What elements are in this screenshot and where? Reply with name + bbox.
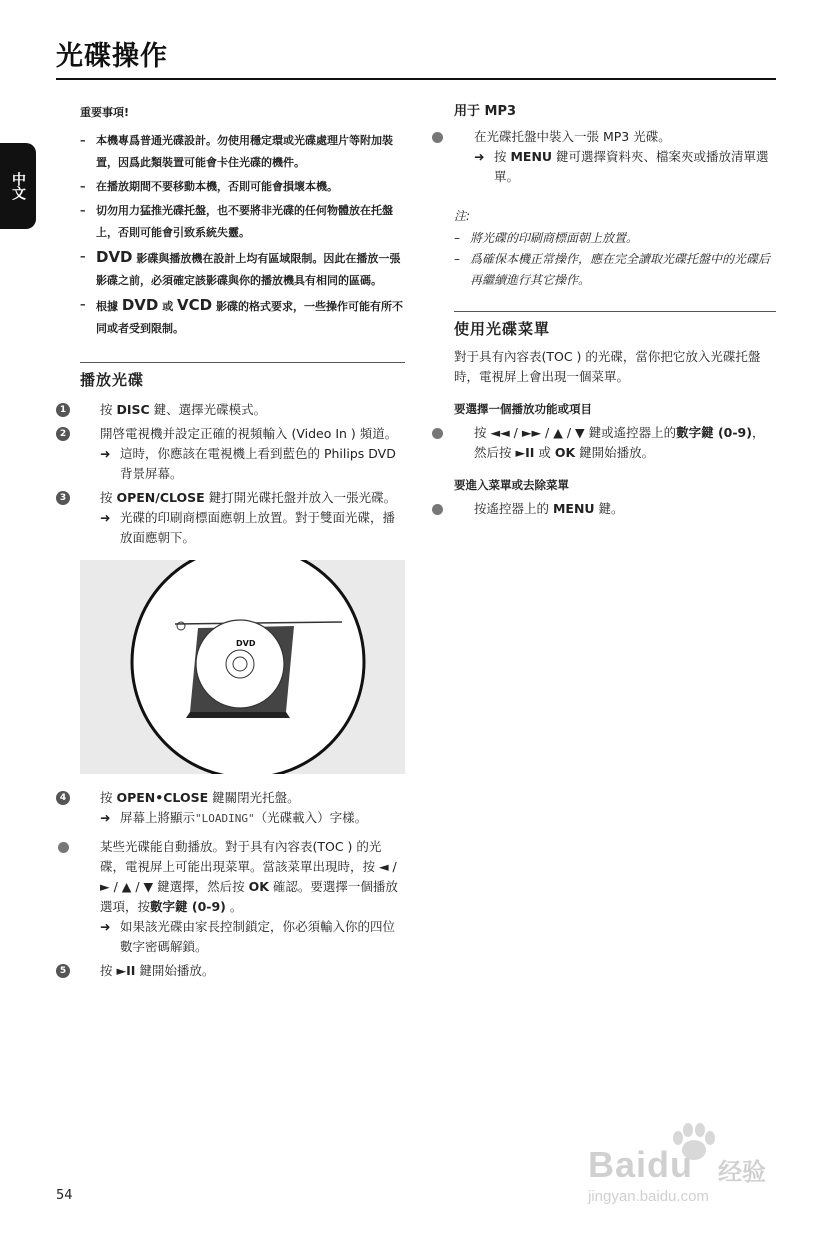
menu-section-heading: 使用光碟菜單: [454, 311, 776, 339]
step-5: 5 按 ►II 鍵開始播放。: [80, 961, 405, 981]
watermark-brand-cn: 经验: [718, 1158, 766, 1186]
left-column: [59, 100, 405, 985]
bullet-dot: [58, 842, 69, 853]
watermark-brand: Baidu: [588, 1144, 694, 1185]
note-item: – 爲確保本機正常操作，應在完全讀取光碟托盤中的光碟后再繼續進行其它操作。: [454, 252, 771, 287]
important-item: – 本機專爲普通光碟設計。勿使用穩定環或光碟處理片等附加裝置，因爲此類裝置可能會卡住光碟的機件。: [80, 134, 393, 169]
important-item: – 根據 DVD 或 VCD 影碟的格式要求，一些操作可能有所不同或者受到限制。: [80, 296, 403, 335]
menu-sub-heading-toggle: 要進入菜單或去除菜單: [454, 478, 569, 492]
arrow-icon: ➜: [100, 510, 111, 525]
page-number: 54: [56, 1188, 73, 1203]
important-item: – 切勿用力猛推光碟托盤，也不要將非光碟的任何物體放在托盤上，否則可能會引致系統失靈。: [80, 204, 393, 239]
disc-logo: DVD: [236, 639, 256, 648]
step-number: 1: [56, 403, 70, 417]
menu-intro: 對于具有內容表(TOC ) 的光碟，當你把它放入光碟托盤時，電視屏上會出現一個菜單。: [454, 349, 761, 384]
step-number: 3: [56, 491, 70, 505]
menu-toggle-step: 按遙控器上的 MENU 鍵。: [454, 499, 776, 519]
title-rule: [56, 78, 776, 80]
bullet-dot: [432, 132, 443, 143]
disc-tray-illustration: [80, 560, 405, 774]
important-item: – DVD 影碟與播放機在設計上均有區域限制。因此在播放一張影碟之前，必須確定該影碟與你的播放機具有相同的區碼。: [80, 248, 401, 287]
page-title: 光碟操作: [56, 41, 168, 72]
step-number: 2: [56, 427, 70, 441]
arrow-icon: ➜: [100, 446, 111, 461]
step-number: 5: [56, 964, 70, 978]
arrow-icon: ➜: [100, 810, 111, 825]
auto-play-note: 某些光碟能自動播放。對于具有內容表(TOC ) 的光碟，電視屏上可能出現菜單。當該菜單出現時，按 ◄ / ► / ▲ / ▼ 鍵選擇，然后按 OK 確認。要選擇一個播放選項，按數字鍵 (0-9) 。 ➜ 如果該光碟由家長控制鎖定，你必須輸入你的四位數字密碼解鎖。: [80, 837, 405, 957]
watermark-url: jingyan.baidu.com: [588, 1188, 709, 1205]
play-section-heading: 播放光碟: [80, 362, 405, 390]
important-item: – 在播放期間不要移動本機，否則可能會損壞本機。: [80, 180, 338, 193]
right-column: [454, 100, 776, 523]
arrow-icon: ➜: [474, 149, 485, 164]
arrow-icon: ➜: [100, 919, 111, 934]
mp3-heading: 用于 MP3: [454, 104, 517, 119]
menu-select-step: 按 ◄◄ / ►► / ▲ / ▼ 鍵或遙控器上的數字鍵 (0-9)，然后按 ►II 或 OK 鍵開始播放。: [454, 423, 776, 463]
bullet-dot: [432, 504, 443, 515]
step-3: 3 按 OPEN/CLOSE 鍵打開光碟托盤并放入一張光碟。 ➜ 光碟的印刷商標面應朝上放置。對于雙面光碟，播放面應朝下。: [80, 488, 405, 548]
watermark: [588, 1122, 788, 1214]
menu-sub-heading-select: 要選擇一個播放功能或項目: [454, 402, 592, 416]
step-1: 1 按 DISC 鍵、選擇光碟模式。: [80, 400, 405, 420]
notes-heading: 注:: [454, 209, 471, 223]
bullet-dot: [432, 428, 443, 439]
note-item: – 將光碟的印刷商標面朝上放置。: [454, 231, 639, 245]
step-2: 2 開啓電視機并設定正確的視頻輸入 (Video In ) 頻道。 ➜ 這時，你應該在電視機上看到藍色的 Philips DVD 背景屏幕。: [80, 424, 405, 484]
mp3-step: 在光碟托盤中裝入一張 MP3 光碟。 ➜ 按 MENU 鍵可選擇資料夾、檔案夾或播放清單選單。: [454, 127, 776, 187]
language-tab: 中文: [0, 143, 36, 229]
important-heading: 重要事項!: [80, 106, 130, 119]
disc-tray-drawing: [80, 560, 405, 774]
step-4: 4 按 OPEN•CLOSE 鍵關閉光托盤。 ➜ 屏幕上將顯示"LOADING"（光碟載入）字樣。: [80, 788, 405, 829]
step-number: 4: [56, 791, 70, 805]
